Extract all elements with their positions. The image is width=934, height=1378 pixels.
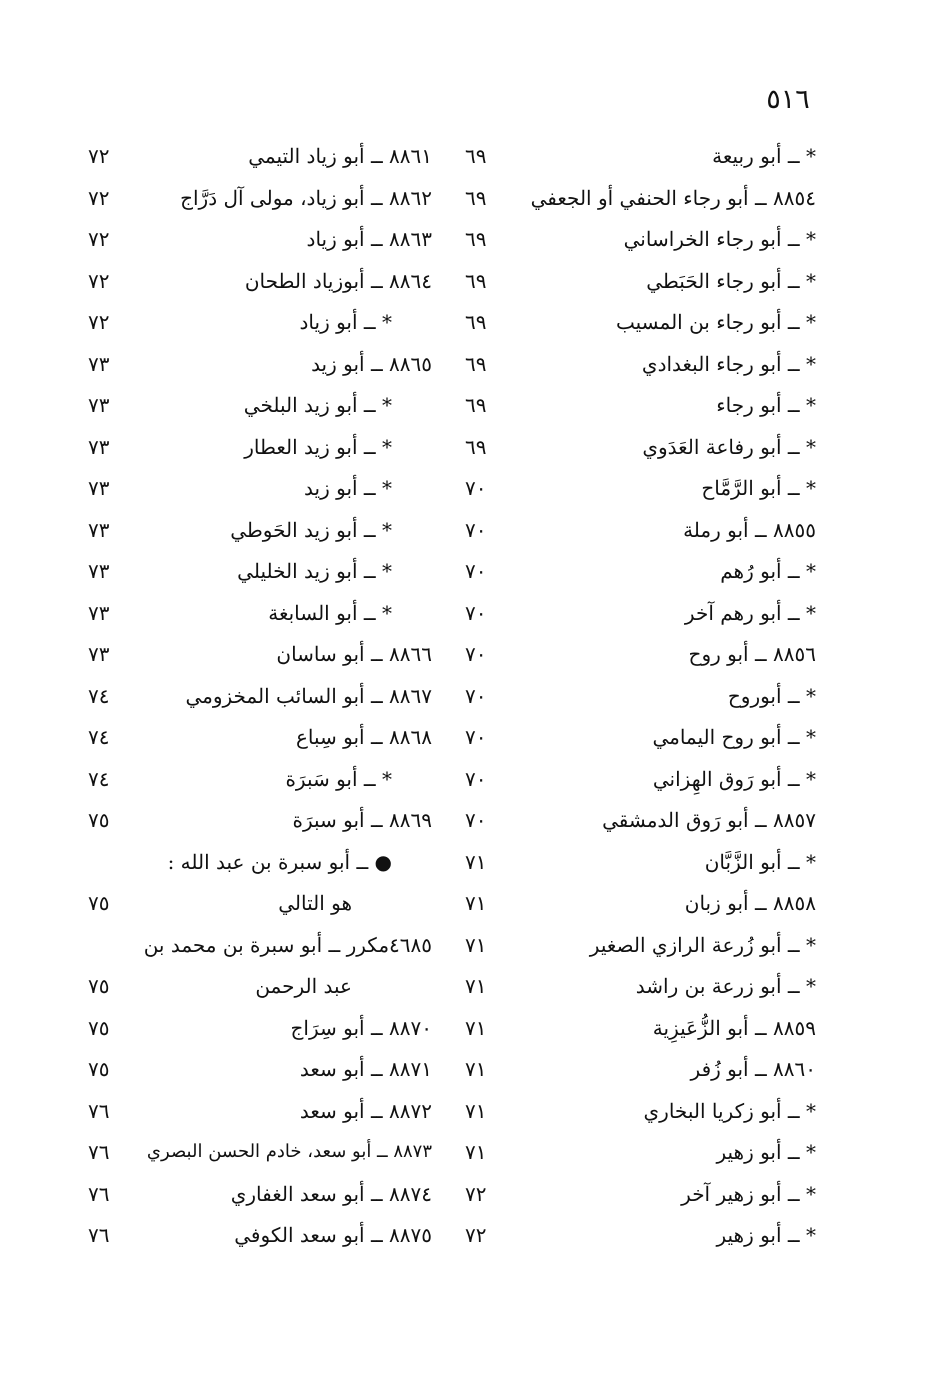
- index-entry: ٨٨٥٩ ــ أبو الزُّعَيزِية: [652, 1015, 816, 1040]
- index-row: [465, 1174, 816, 1216]
- page-ref: ٦٩: [465, 393, 487, 417]
- index-entry: * ــ أبو زهير: [716, 1140, 816, 1164]
- index-row: [465, 427, 816, 469]
- page-ref: ٧١: [465, 1015, 487, 1040]
- page-ref: ٦٩: [465, 227, 487, 251]
- index-row: [88, 593, 432, 635]
- page-ref: ٧٠: [465, 600, 487, 625]
- index-entry: * ــ أبو الرَّمَّاح: [701, 476, 816, 500]
- index-entry: * ــ أبو زُرعة الرازي الصغير: [589, 932, 816, 957]
- index-row: [465, 551, 816, 593]
- page-ref: ٧٣: [88, 393, 110, 417]
- index-row: [88, 1215, 432, 1257]
- index-row: [88, 136, 432, 178]
- index-entry: * ــ أبو الزَّبَّان: [704, 849, 816, 874]
- index-row: [465, 842, 816, 884]
- index-row: [88, 344, 432, 386]
- page-ref: ٦٩: [465, 268, 487, 293]
- index-row: [88, 261, 432, 303]
- index-entry: * ــ أبو زهير آخر: [681, 1181, 816, 1206]
- index-row: [465, 925, 816, 967]
- page-ref: ٧٠: [465, 808, 487, 832]
- index-row: [88, 634, 432, 676]
- index-entry: * ــ أبو السابغة: [268, 600, 392, 625]
- index-row: [465, 800, 816, 842]
- index-entry: ٨٨٦٣ ــ أبو زياد: [306, 227, 432, 251]
- index-row: [465, 1049, 816, 1091]
- page-ref: ٧١: [465, 1057, 487, 1081]
- index-row: [465, 178, 816, 220]
- page-ref: ٦٩: [465, 434, 487, 459]
- index-entry: ● ــ أبو سبرة بن عبد الله :: [167, 849, 392, 874]
- page-ref: ٧٣: [88, 476, 110, 500]
- page-ref: ٧٥: [88, 1057, 110, 1081]
- index-entry: ٨٨٧٤ ــ أبو سعد الغفاري: [230, 1181, 432, 1206]
- index-row: [88, 219, 432, 261]
- index-row: [88, 717, 432, 759]
- index-entry: * ــ أبو رجاء بن المسيب: [616, 310, 816, 334]
- index-row: [88, 883, 432, 925]
- page-ref: ٧١: [465, 974, 487, 998]
- index-row: [88, 551, 432, 593]
- page-ref: ٦٩: [465, 185, 487, 210]
- page-ref: ٧٥: [88, 808, 110, 832]
- page-ref: ٧٠: [465, 683, 487, 708]
- page-ref: ٧٦: [88, 1098, 110, 1123]
- index-row: [88, 676, 432, 718]
- index-row: [465, 219, 816, 261]
- index-row: [465, 1091, 816, 1133]
- page-ref: ٧٢: [88, 268, 110, 293]
- page-ref: ٧١: [465, 849, 487, 874]
- index-entry: ٨٨٥٧ ــ أبو رَوق الدمشقي: [602, 808, 816, 832]
- page-ref: ٧٥: [88, 974, 110, 998]
- index-entry: ٨٨٧٠ ــ أبو سِرَاج: [290, 1015, 432, 1040]
- index-entry: ٨٨٦٩ ــ أبو سبرَة: [292, 808, 432, 832]
- index-entry: * ــ أبو زيد: [304, 476, 392, 500]
- index-entry: ٨٨٥٦ ــ أبو روح: [688, 642, 816, 666]
- index-row: [465, 634, 816, 676]
- index-entry: ٨٨٧٣ ــ أبو سعد، خادم الحسن البصري: [146, 1141, 432, 1162]
- page-ref: ٧٤: [88, 683, 110, 708]
- index-entry: * ــ أبو زياد: [299, 310, 392, 334]
- index-column-left: [88, 136, 432, 1276]
- index-entry: * ــ أبو زيد العطار: [244, 434, 392, 459]
- index-entry: ٨٨٦٦ ــ أبو ساسان: [276, 642, 432, 666]
- page-ref: ٧٦: [88, 1223, 110, 1247]
- index-row: [465, 302, 816, 344]
- index-entry-continuation: هو التالي: [278, 891, 352, 915]
- index-entry: * ــ أبو رجاء الخراساني: [623, 227, 816, 251]
- index-entry: * ــ أبو رهم آخر: [684, 600, 816, 625]
- page-ref: ٧٥: [88, 1015, 110, 1040]
- index-entry: * ــ أبو رجاء البغدادي: [641, 351, 816, 376]
- index-row: [88, 925, 432, 967]
- index-row: [465, 676, 816, 718]
- page-ref: ٧٠: [465, 642, 487, 666]
- page-ref: ٧٦: [88, 1140, 110, 1164]
- page-ref: ٧١: [465, 932, 487, 957]
- index-row: [465, 510, 816, 552]
- page-ref: ٧٦: [88, 1181, 110, 1206]
- index-row: [465, 883, 816, 925]
- index-entry: * ــ أبو زهير: [716, 1223, 816, 1247]
- index-entry: ٨٨٥٤ ــ أبو رجاء الحنفي أو الجعفي: [530, 185, 816, 210]
- index-entry: ٨٨٧٥ ــ أبو سعد الكوفي: [234, 1223, 432, 1247]
- index-row: [88, 1049, 432, 1091]
- index-row: [465, 261, 816, 303]
- index-row: [465, 717, 816, 759]
- index-row: [88, 468, 432, 510]
- page-ref: ٧٢: [88, 144, 110, 168]
- index-entry: ٨٨٥٨ ــ أبو زبان: [684, 891, 816, 915]
- index-entry-continuation: عبد الرحمن: [255, 974, 352, 998]
- index-row: [88, 759, 432, 801]
- page-ref: ٧٣: [88, 517, 110, 542]
- page-ref: ٧٣: [88, 351, 110, 376]
- page-ref: ٧٢: [465, 1223, 487, 1247]
- page-ref: ٦٩: [465, 144, 487, 168]
- page-ref: ٧١: [465, 1140, 487, 1164]
- page-ref: ٧٢: [88, 185, 110, 210]
- index-row: [465, 1215, 816, 1257]
- index-row: [465, 966, 816, 1008]
- page-number: ٥١٦: [766, 84, 810, 115]
- index-entry: * ــ أبو رفاعة العَدَوي: [642, 434, 816, 459]
- index-entry: * ــ أبو زيد الحَوطي: [230, 517, 392, 542]
- index-row: [465, 468, 816, 510]
- page-ref: ٧٢: [88, 310, 110, 334]
- page-ref: ٧٢: [465, 1181, 487, 1206]
- index-entry: ٨٨٦٤ ــ أبوزياد الطحان: [244, 268, 432, 293]
- index-row: [88, 1132, 432, 1174]
- page-ref: ٧٠: [465, 766, 487, 791]
- index-entry: * ــ أبو زرعة بن راشد: [635, 974, 816, 998]
- page-ref: ٧٤: [88, 766, 110, 791]
- index-row: [88, 1091, 432, 1133]
- index-entry: * ــ أبو رُهم: [720, 559, 816, 583]
- page-ref: ٦٩: [465, 351, 487, 376]
- index-entry: ٨٨٦٢ ــ أبو زياد، مولى آل دَرَّاج: [180, 185, 432, 210]
- index-row: [465, 136, 816, 178]
- index-entry: * ــ أبو زكريا البخاري: [643, 1098, 816, 1123]
- index-column-right: [465, 136, 816, 1276]
- index-row: [88, 800, 432, 842]
- page-ref: ٧٣: [88, 434, 110, 459]
- index-row: [88, 842, 432, 884]
- index-entry: * ــ أبوروح: [727, 683, 816, 708]
- index-entry: * ــ أبو رجاء: [716, 393, 816, 417]
- index-row: [465, 385, 816, 427]
- index-entry: ٨٨٦٧ ــ أبو السائب المخزومي: [185, 683, 432, 708]
- index-entry: ٨٨٦١ ــ أبو زياد التيمي: [248, 144, 432, 168]
- page-ref: ٧٢: [88, 227, 110, 251]
- page-ref: ٧٣: [88, 642, 110, 666]
- index-row: [88, 1008, 432, 1050]
- index-entry: * ــ أبو رَوق الهِزاني: [652, 766, 816, 791]
- page-ref: ٧٥: [88, 891, 110, 915]
- index-row: [465, 1132, 816, 1174]
- index-entry: * ــ أبو ربيعة: [712, 144, 816, 168]
- index-entry: * ــ أبو رجاء الحَبَطي: [646, 268, 816, 293]
- index-row: [88, 966, 432, 1008]
- index-entry: ٨٨٧٢ ــ أبو سعد: [299, 1098, 432, 1123]
- page-ref: ٧٣: [88, 559, 110, 583]
- index-entry: ٨٨٧١ ــ أبو سعد: [299, 1057, 432, 1081]
- index-entry: ٤٦٨٥مكرر ــ أبو سبرة بن محمد بن: [143, 932, 432, 957]
- index-entry: * ــ أبو روح اليمامي: [652, 725, 816, 749]
- page-ref: ٧٠: [465, 517, 487, 542]
- index-entry: ٨٨٥٥ ــ أبو رملة: [683, 517, 816, 542]
- index-entry: ٨٨٦٥ ــ أبو زيد: [311, 351, 432, 376]
- page-ref: ٧٤: [88, 725, 110, 749]
- index-row: [88, 1174, 432, 1216]
- index-row: [465, 344, 816, 386]
- page-ref: ٧١: [465, 891, 487, 915]
- index-entry: * ــ أبو سَبرَة: [285, 766, 392, 791]
- page-ref: ٧١: [465, 1098, 487, 1123]
- page-ref: ٧٠: [465, 476, 487, 500]
- index-row: [88, 510, 432, 552]
- page-ref: ٧٠: [465, 559, 487, 583]
- index-row: [465, 593, 816, 635]
- page-ref: ٦٩: [465, 310, 487, 334]
- page-ref: ٧٣: [88, 600, 110, 625]
- index-row: [465, 1008, 816, 1050]
- page-ref: ٧٠: [465, 725, 487, 749]
- index-row: [465, 759, 816, 801]
- index-entry: ٨٨٦٠ ــ أبو زُفر: [690, 1057, 816, 1081]
- index-entry: ٨٨٦٨ ــ أبو سِباع: [295, 725, 432, 749]
- index-entry: * ــ أبو زيد الخليلي: [237, 559, 392, 583]
- index-row: [88, 427, 432, 469]
- index-row: [88, 385, 432, 427]
- index-row: [88, 178, 432, 220]
- index-row: [88, 302, 432, 344]
- index-entry: * ــ أبو زيد البلخي: [243, 393, 392, 417]
